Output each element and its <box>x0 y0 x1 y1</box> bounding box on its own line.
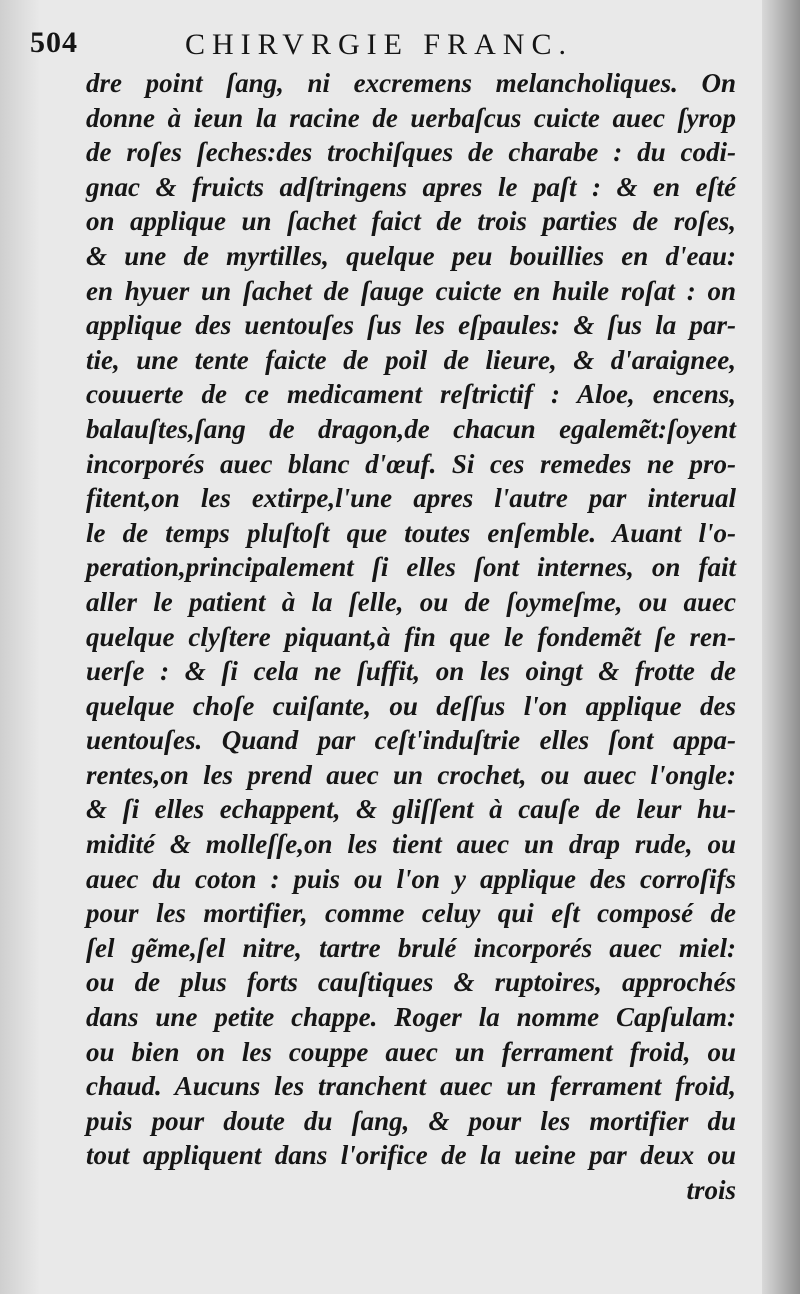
text-line: chaud. Aucuns les tranchent auec un ferrament froid, <box>86 1071 736 1102</box>
text-line: rentes,on les prend auec un crochet, ou auec l'ongle: <box>86 759 736 790</box>
text-line: applique des uentouſes ſus les eſpaules: & ſus la par- <box>86 310 736 341</box>
running-head <box>30 26 750 66</box>
text-line: auec du coton : puis ou l'on y applique des corroſifs <box>86 863 736 894</box>
text-line: uerſe : & ſi cela ne ſuffit, on les oingt & frotte de <box>86 656 736 687</box>
text-line: couuerte de ce medicament reſtrictif : Aloe, encens, <box>86 379 736 410</box>
text-line: & ſi elles echappent, & gliſſent à cauſe de leur hu- <box>86 794 736 825</box>
text-line: & une de myrtilles, quelque peu bouillies en d'eau: <box>86 240 736 271</box>
text-line: ou bien on les couppe auec un ferrament froid, ou <box>86 1036 736 1067</box>
text-line: quelque choſe cuiſante, ou deſſus l'on applique des <box>86 690 736 721</box>
text-line: aller le patient à la ſelle, ou de ſoymeſme, ou auec <box>86 586 736 617</box>
text-line: incorporés auec blanc d'œuf. Si ces remedes ne pro- <box>86 448 736 479</box>
text-line: de roſes ſeches:des trochiſques de charabe : du codi- <box>86 137 736 168</box>
text-line: dans une petite chappe. Roger la nomme Capſulam: <box>86 1002 736 1033</box>
catchword: trois <box>686 1175 736 1205</box>
body-text <box>86 66 736 1208</box>
text-line: ou de plus forts cauſtiques & ruptoires, approchés <box>86 967 736 998</box>
text-line: tout appliquent dans l'orifice de la ueine par deux ou <box>86 1140 736 1171</box>
text-line: en hyuer un ſachet de ſauge cuicte en huile roſat : on <box>86 275 736 306</box>
page-gutter-shadow <box>0 0 40 1294</box>
text-line: quelque clyſtere piquant,à fin que le fondemẽt ſe ren- <box>86 621 736 652</box>
text-line: on applique un ſachet faict de trois parties de roſes, <box>86 206 736 237</box>
text-line: le de temps pluſtoſt que toutes enſemble. Auant l'o- <box>86 517 736 548</box>
text-line: balauſtes,ſang de dragon,de chacun egalemẽt:ſoyent <box>86 413 736 444</box>
text-line: uentouſes. Quand par ceſt'induſtrie elles ſont appa- <box>86 725 736 756</box>
text-line: tie, une tente faicte de poil de lieure, & d'araignee, <box>86 344 736 375</box>
text-line: midité & molleſſe,on les tient auec un drap rude, ou <box>86 829 736 860</box>
text-line: fitent,on les extirpe,l'une apres l'autre par interual <box>86 483 736 514</box>
text-line: puis pour doute du ſang, & pour les mortifier du <box>86 1105 736 1136</box>
text-line: ſel gẽme,ſel nitre, tartre brulé incorporés auec miel: <box>86 932 736 963</box>
text-line: dre point ſang, ni excremens melancholiques. On <box>86 68 736 98</box>
page-header-title: CHIRVRGIE FRANC. <box>185 28 573 61</box>
text-line: gnac & fruicts adſtringens apres le paſt : & en eſté <box>86 171 736 202</box>
text-line: peration,principalement ſi elles ſont internes, on fait <box>86 552 736 583</box>
text-line: donne à ieun la racine de uerbaſcus cuicte auec ſyrop <box>86 102 736 133</box>
page-number: 504 <box>30 26 78 59</box>
text-line: pour les mortifier, comme celuy qui eſt composé de <box>86 898 736 929</box>
page-edge-shadow <box>762 0 800 1294</box>
